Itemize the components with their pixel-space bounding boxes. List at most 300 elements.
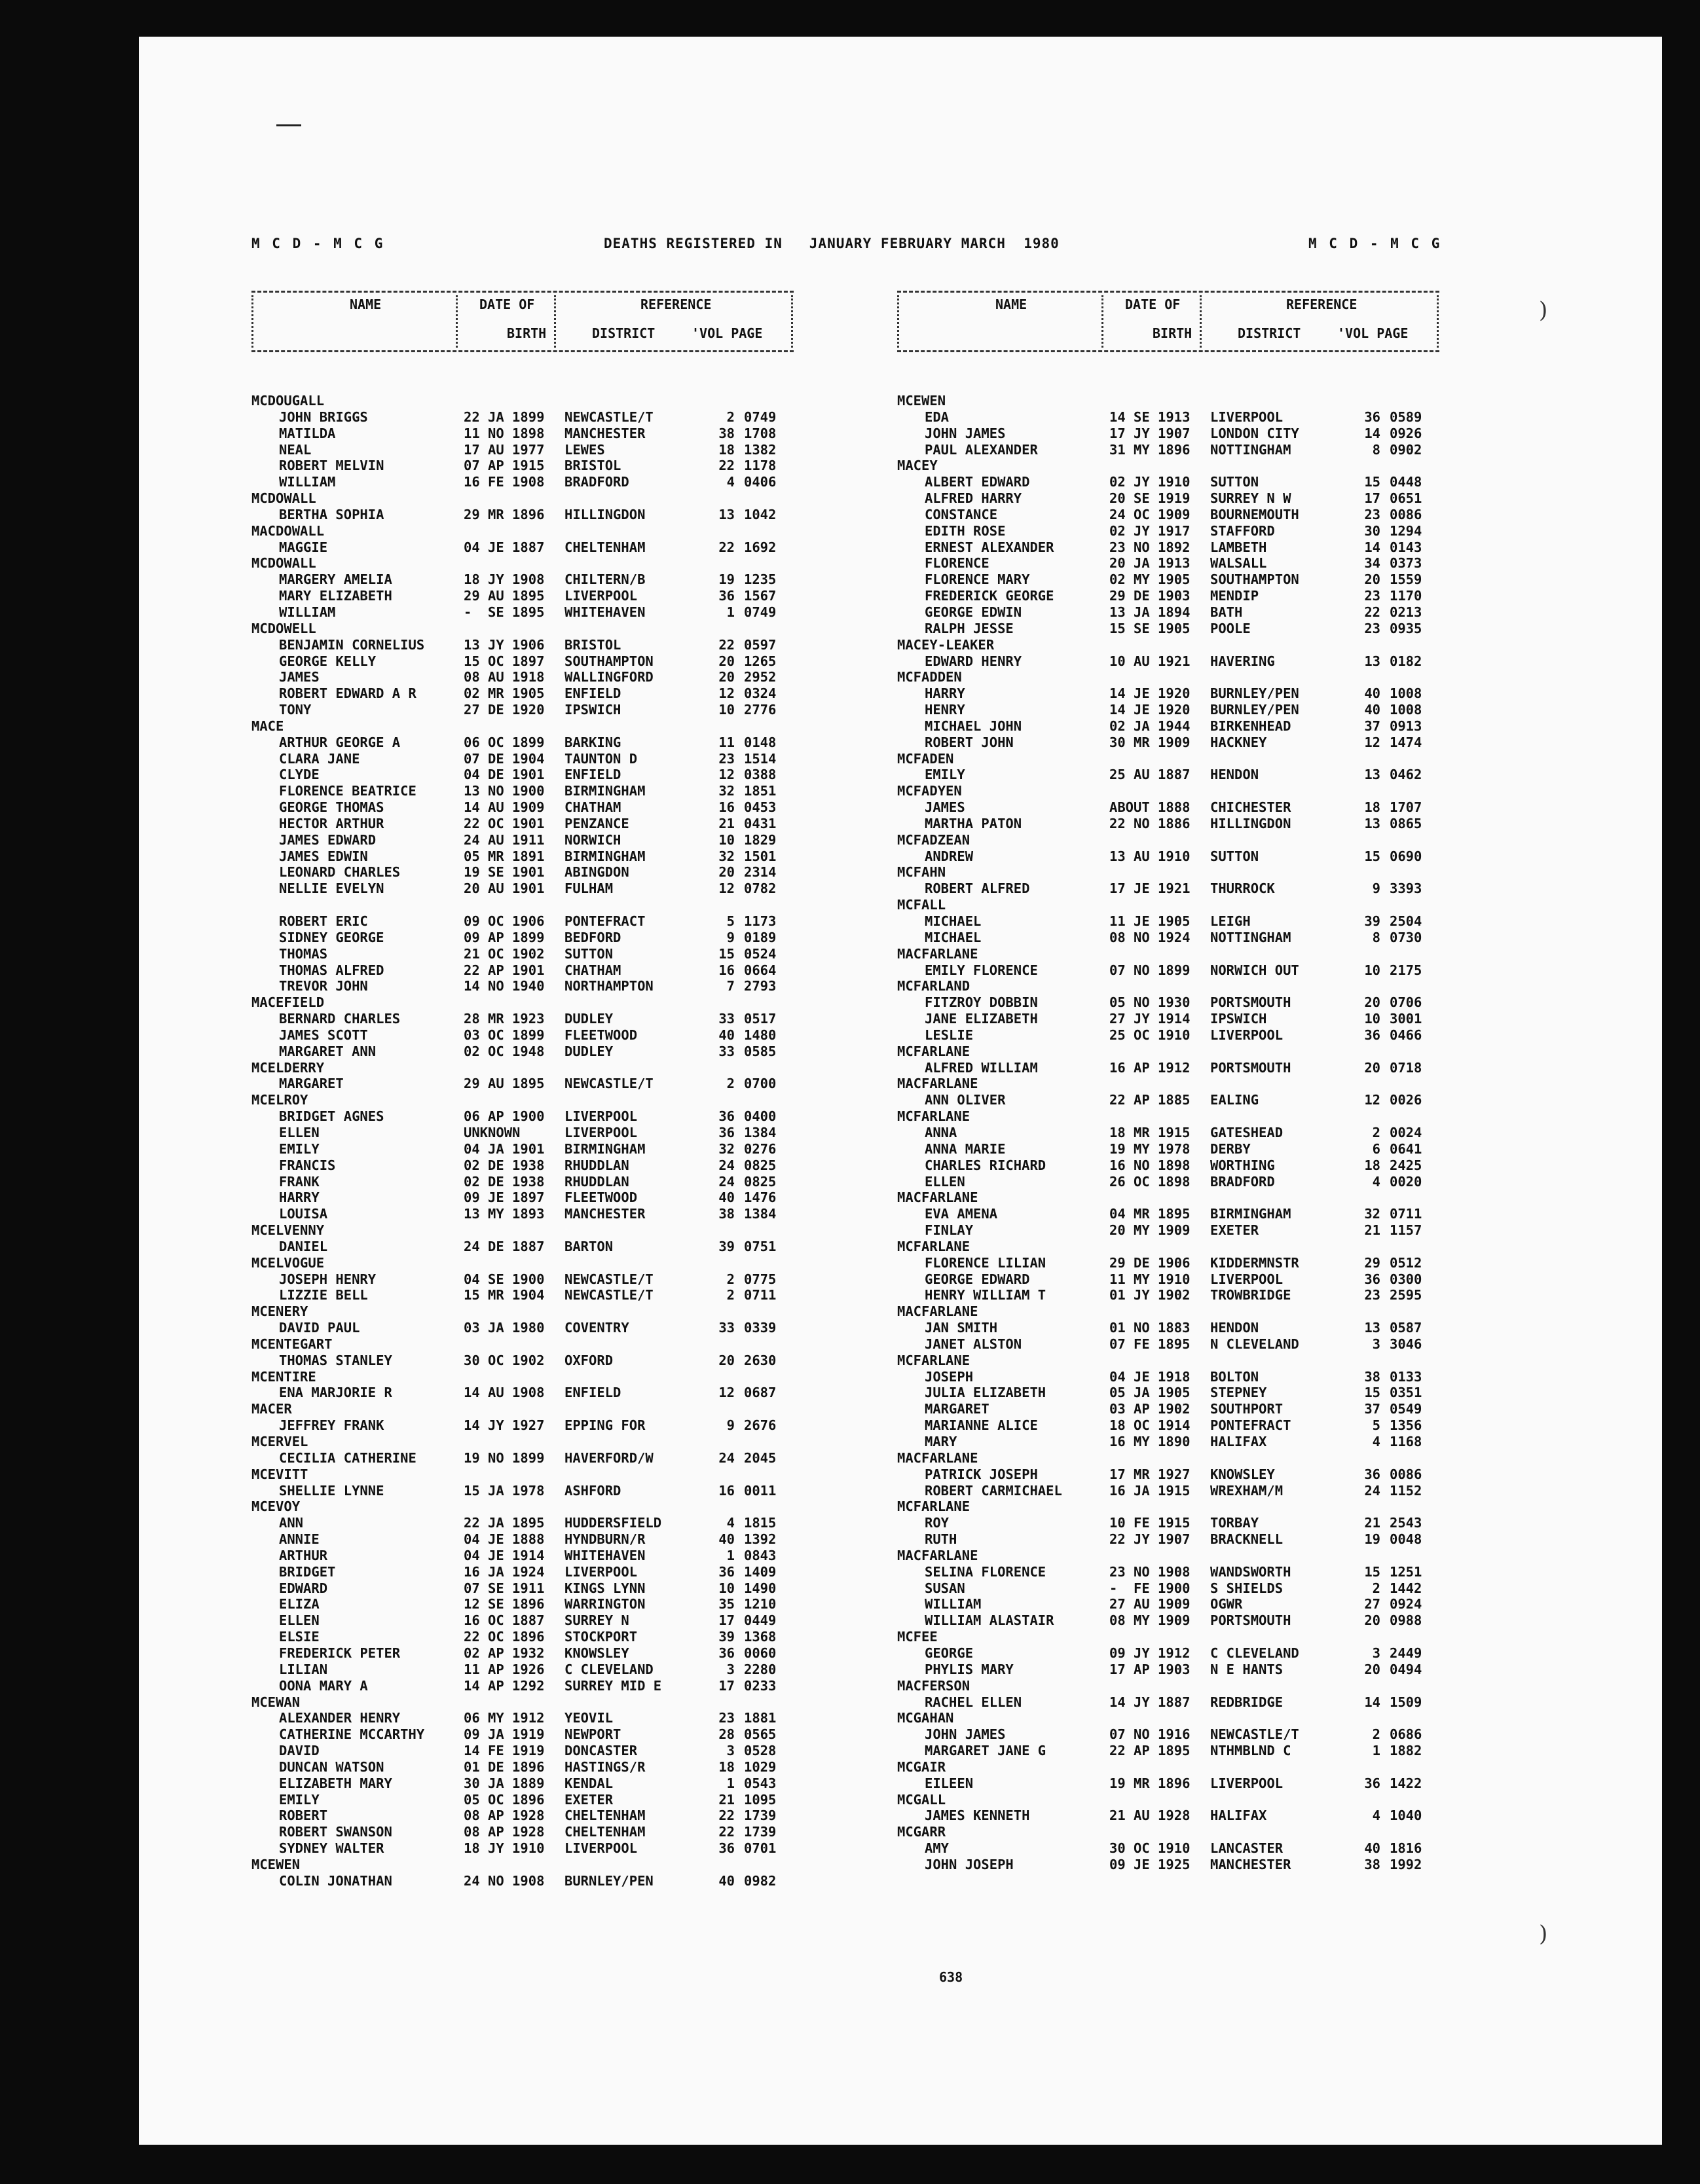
forenames: CONSTANCE: [925, 506, 998, 522]
date-of-birth: 20 AU 1901: [464, 881, 545, 897]
entry-row: [897, 1417, 1439, 1434]
entry-row: [897, 1369, 1439, 1385]
page-ref: 0825: [744, 1173, 777, 1190]
entry-row: [251, 1596, 794, 1612]
page-ref: 0517: [744, 1011, 777, 1027]
volume: 12: [718, 1385, 735, 1401]
date-of-birth: 17 JY 1907: [1109, 425, 1191, 441]
col-birth-label: BIRTH: [507, 325, 547, 341]
page-ref: 0924: [1390, 1596, 1422, 1612]
volume: 10: [1364, 962, 1380, 978]
page-ref: 1294: [1390, 522, 1422, 539]
volume: 33: [718, 1320, 735, 1336]
forenames: GEORGE KELLY: [279, 653, 377, 669]
entry-row: [251, 409, 794, 426]
forenames: FITZROY DOBBIN: [925, 994, 1038, 1011]
date-of-birth: 04 SE 1900: [464, 1271, 545, 1287]
forenames: EMILY: [279, 1791, 320, 1808]
forenames: JAMES: [279, 669, 320, 685]
page-ref: 0926: [1390, 425, 1422, 441]
surname-heading: [251, 621, 794, 637]
district: HUDDERSFIELD: [564, 1515, 662, 1531]
forenames: EMILY: [925, 767, 965, 783]
surname: MCGAHAN: [897, 1710, 954, 1726]
volume: 4: [1372, 1808, 1380, 1824]
district: LEWES: [564, 441, 605, 458]
page-ref: 3001: [1390, 1011, 1422, 1027]
forenames: MARGARET: [279, 1076, 344, 1092]
date-of-birth: 08 NO 1924: [1109, 929, 1191, 945]
entry-row: [897, 1157, 1439, 1174]
entry-row: [897, 1694, 1439, 1711]
volume: 15: [1364, 848, 1380, 864]
forenames: LOUISA: [279, 1206, 328, 1222]
page-ref: 0751: [744, 1238, 777, 1254]
date-of-birth: 11 JE 1905: [1109, 913, 1191, 929]
volume: 20: [718, 653, 735, 669]
page-ref: 2280: [744, 1661, 777, 1677]
district: LIVERPOOL: [564, 1840, 638, 1857]
volume: 14: [1364, 539, 1380, 555]
date-of-birth: 04 JE 1918: [1109, 1368, 1191, 1385]
forenames: ROBERT ERIC: [279, 913, 368, 929]
forenames: JAMES EDWIN: [279, 848, 368, 864]
volume: 3: [726, 1743, 735, 1759]
forenames: JOSEPH HENRY: [279, 1271, 377, 1287]
volume: 38: [1364, 1856, 1380, 1872]
page-ref: 2449: [1390, 1645, 1422, 1661]
district: SUTTON: [1210, 474, 1259, 490]
entry-row: [897, 1662, 1439, 1678]
page-ref: 2952: [744, 669, 777, 685]
forenames: EVA AMENA: [925, 1206, 998, 1222]
date-of-birth: 02 AP 1932: [464, 1645, 545, 1661]
forenames: ALFRED HARRY: [925, 490, 1022, 507]
forenames: RACHEL ELLEN: [925, 1694, 1022, 1710]
page-ref: 0182: [1390, 653, 1422, 669]
district: N CLEVELAND: [1210, 1336, 1299, 1352]
surname-heading: [251, 490, 794, 507]
forenames: LESLIE: [925, 1027, 974, 1043]
entry-row: [251, 1125, 794, 1141]
district: MENDIP: [1210, 588, 1259, 604]
forenames: ELIZABETH MARY: [279, 1775, 392, 1791]
surname-heading: [897, 1239, 1439, 1255]
page-ref: 1816: [1390, 1840, 1422, 1857]
entry-row: [897, 653, 1439, 670]
entry-row: [897, 1564, 1439, 1580]
page-ref: 0589: [1390, 409, 1422, 425]
page-number: 638: [939, 1969, 963, 1985]
surname-heading: [897, 458, 1439, 474]
entry-row: [897, 881, 1439, 897]
forenames: ANNIE: [279, 1531, 320, 1548]
district: BURNLEY/PEN: [1210, 702, 1299, 718]
date-of-birth: 21 AU 1928: [1109, 1808, 1191, 1824]
district: LONDON CITY: [1210, 425, 1299, 441]
surname-heading: [251, 718, 794, 735]
district: IPSWICH: [1210, 1011, 1267, 1027]
district: NORWICH OUT: [1210, 962, 1299, 978]
page-ref: 0782: [744, 881, 777, 897]
page-ref: 1422: [1390, 1775, 1422, 1791]
surname-heading: [897, 1190, 1439, 1206]
volume: 36: [718, 1563, 735, 1580]
district: BRACKNELL: [1210, 1531, 1284, 1548]
volume: 36: [1364, 1466, 1380, 1482]
forenames: LIZZIE BELL: [279, 1287, 368, 1303]
volume: 37: [1364, 718, 1380, 734]
page-ref: 1815: [744, 1515, 777, 1531]
volume: 22: [1364, 604, 1380, 620]
date-of-birth: 14 JE 1920: [1109, 702, 1191, 718]
forenames: GEORGE THOMAS: [279, 799, 384, 816]
entry-row: [251, 1580, 794, 1597]
volume: 20: [1364, 1612, 1380, 1629]
forenames: JAMES: [925, 799, 965, 816]
entry-row: [897, 848, 1439, 865]
entry-row: [251, 1759, 794, 1775]
date-of-birth: 01 JY 1902: [1109, 1287, 1191, 1303]
page-ref: 1042: [744, 506, 777, 522]
forenames: ANNA MARIE: [925, 1140, 1006, 1157]
col-district-label: DISTRICT: [592, 325, 656, 341]
date-of-birth: 02 MY 1905: [1109, 572, 1191, 588]
district: NTHMBLND C: [1210, 1743, 1291, 1759]
volume: 18: [1364, 1157, 1380, 1173]
page-ref: 0462: [1390, 767, 1422, 783]
date-of-birth: 27 DE 1920: [464, 702, 545, 718]
volume: 36: [1364, 1775, 1380, 1791]
page-ref: 0011: [744, 1482, 777, 1499]
forenames: EDWARD: [279, 1580, 328, 1596]
forenames: FRANCIS: [279, 1157, 336, 1173]
forenames: HARRY: [925, 685, 965, 702]
district: NEWCASTLE/T: [564, 1271, 654, 1287]
right-entries-list: [897, 393, 1439, 1873]
district: NEWCASTLE/T: [564, 1287, 654, 1303]
date-of-birth: 14 JY 1887: [1109, 1694, 1191, 1710]
entry-row: [251, 637, 794, 653]
entry-row: [251, 1629, 794, 1645]
forenames: JAMES SCOTT: [279, 1027, 368, 1043]
page-ref: 1008: [1390, 702, 1422, 718]
surname: MCFADZEAN: [897, 831, 970, 848]
forenames: ELIZA: [279, 1596, 320, 1612]
surname: MCEVITT: [251, 1466, 308, 1482]
forenames: GEORGE EDWIN: [925, 604, 1022, 620]
col-reference-label: REFERENCE: [640, 297, 712, 312]
volume: 14: [1364, 1694, 1380, 1710]
page-ref: 1514: [744, 750, 777, 767]
surname: MCFARLANE: [897, 1352, 970, 1368]
surname: MACEFIELD: [251, 994, 325, 1011]
surname-heading: [897, 1548, 1439, 1564]
surname: MCEWEN: [897, 393, 946, 409]
surname-heading: [897, 1629, 1439, 1645]
district: BOURNEMOUTH: [1210, 506, 1299, 522]
forenames: ALFRED WILLIAM: [925, 1059, 1038, 1076]
district: SOUTHAMPTON: [564, 653, 654, 669]
entry-row: [251, 539, 794, 556]
forenames: NEAL: [279, 441, 312, 458]
entry-row: [897, 1125, 1439, 1141]
forenames: TONY: [279, 702, 312, 718]
entry-row: [897, 1011, 1439, 1027]
entry-row: [251, 1108, 794, 1125]
entry-row: [251, 1840, 794, 1857]
date-of-birth: 02 DE 1938: [464, 1157, 545, 1173]
volume: 8: [1372, 441, 1380, 458]
col-birth-label: BIRTH: [1153, 325, 1192, 341]
page-ref: 0373: [1390, 555, 1422, 572]
volume: 38: [1364, 1368, 1380, 1385]
district: LIVERPOOL: [1210, 1271, 1284, 1287]
date-of-birth: 07 SE 1911: [464, 1580, 545, 1596]
entry-row: [897, 1141, 1439, 1157]
page-ref: 0549: [1390, 1401, 1422, 1417]
entry-row: [251, 1645, 794, 1662]
volume: 36: [718, 1645, 735, 1661]
date-of-birth: 05 JA 1905: [1109, 1385, 1191, 1401]
entry-row: [251, 1174, 794, 1190]
surname-heading: [251, 1092, 794, 1108]
page-ref: 0982: [744, 1872, 777, 1889]
district: PENZANCE: [564, 815, 629, 831]
volume: 3: [1372, 1645, 1380, 1661]
district: HALIFAX: [1210, 1434, 1267, 1449]
header-right-range: M C D - M C G: [1308, 236, 1442, 251]
page-ref: 1384: [744, 1206, 777, 1222]
forenames: EDITH ROSE: [925, 522, 1006, 539]
page-ref: 0543: [744, 1775, 777, 1791]
volume: 3: [726, 1661, 735, 1677]
entry-row: [251, 1792, 794, 1808]
date-of-birth: 10 FE 1915: [1109, 1515, 1191, 1531]
forenames: FREDERICK GEORGE: [925, 588, 1054, 604]
date-of-birth: - FE 1900: [1109, 1580, 1191, 1596]
surname-heading: [251, 393, 794, 409]
volume: 13: [1364, 815, 1380, 831]
entry-row: [897, 1206, 1439, 1222]
date-of-birth: 13 JA 1894: [1109, 604, 1191, 620]
volume: 12: [1364, 1092, 1380, 1108]
volume: 24: [718, 1449, 735, 1466]
date-of-birth: 02 DE 1938: [464, 1173, 545, 1190]
volume: 17: [718, 1612, 735, 1629]
surname: MACFARLANE: [897, 1076, 978, 1092]
volume: 4: [1372, 1173, 1380, 1190]
entry-row: [897, 555, 1439, 572]
district: LIVERPOOL: [1210, 1027, 1284, 1043]
entry-row: [251, 1873, 794, 1889]
district: LEIGH: [1210, 913, 1251, 929]
page-ref: 0749: [744, 604, 777, 620]
surname-heading: [897, 1710, 1439, 1726]
surname: MCELDERRY: [251, 1059, 325, 1076]
forenames: JAMES EDWARD: [279, 831, 377, 848]
volume: 35: [718, 1596, 735, 1612]
volume: 22: [718, 458, 735, 474]
date-of-birth: 06 MY 1912: [464, 1710, 545, 1726]
date-of-birth: 13 AU 1910: [1109, 848, 1191, 864]
district: LAMBETH: [1210, 539, 1267, 555]
forenames: COLIN JONATHAN: [279, 1872, 392, 1889]
district: STOCKPORT: [564, 1629, 638, 1645]
entry-row: [897, 994, 1439, 1011]
volume: 36: [718, 1124, 735, 1140]
page-ref: 2504: [1390, 913, 1422, 929]
district: BATH: [1210, 604, 1243, 620]
page-ref: 1210: [744, 1596, 777, 1612]
date-of-birth: 17 MR 1927: [1109, 1466, 1191, 1482]
district: ENFIELD: [564, 1385, 621, 1401]
surname-heading: [897, 946, 1439, 962]
entry-row: [251, 1483, 794, 1499]
entry-row: [897, 1483, 1439, 1499]
district: TAUNTON D: [564, 750, 638, 767]
forenames: SELINA FLORENCE: [925, 1563, 1046, 1580]
forenames: JANE ELIZABETH: [925, 1011, 1038, 1027]
spacer-row: [251, 897, 794, 913]
date-of-birth: 04 JE 1888: [464, 1531, 545, 1548]
left-entries-list: [251, 393, 794, 1889]
date-of-birth: 24 AU 1911: [464, 831, 545, 848]
district: OXFORD: [564, 1352, 614, 1368]
district: WANDSWORTH: [1210, 1563, 1291, 1580]
page-ref: 1173: [744, 913, 777, 929]
entry-row: [251, 1239, 794, 1255]
surname: MCFAHN: [897, 864, 946, 881]
district: HACKNEY: [1210, 734, 1267, 750]
surname-heading: [897, 832, 1439, 848]
surname: MACFARLANE: [897, 1303, 978, 1320]
entry-row: [251, 1141, 794, 1157]
forenames: ROBERT CARMICHAEL: [925, 1482, 1062, 1499]
page-ref: 0701: [744, 1840, 777, 1857]
date-of-birth: 11 NO 1898: [464, 425, 545, 441]
volume: 18: [718, 1758, 735, 1775]
page-ref: 1029: [744, 1758, 777, 1775]
volume: 9: [726, 1417, 735, 1434]
date-of-birth: 16 JA 1915: [1109, 1482, 1191, 1499]
surname-heading: [897, 978, 1439, 994]
page-ref: 0988: [1390, 1612, 1422, 1629]
district: BIRMINGHAM: [564, 1140, 646, 1157]
entry-row: [251, 653, 794, 670]
district: BURNLEY/PEN: [1210, 685, 1299, 702]
entry-row: [251, 848, 794, 865]
forenames: NELLIE EVELYN: [279, 881, 384, 897]
district: ABINGDON: [564, 864, 629, 881]
date-of-birth: 05 MR 1891: [464, 848, 545, 864]
entry-row: [897, 767, 1439, 783]
surname: MCDOUGALL: [251, 393, 325, 409]
surname-heading: [897, 669, 1439, 685]
page-ref: 1008: [1390, 685, 1422, 702]
volume: 27: [1364, 1596, 1380, 1612]
forenames: MATILDA: [279, 425, 336, 441]
date-of-birth: 16 NO 1898: [1109, 1157, 1191, 1173]
district: BOLTON: [1210, 1368, 1259, 1385]
forenames: BENJAMIN CORNELIUS: [279, 636, 425, 653]
page-ref: 0700: [744, 1076, 777, 1092]
page-ref: 1157: [1390, 1222, 1422, 1239]
edge-bracket: ): [1539, 297, 1548, 323]
col-volpage-label: 'VOL PAGE: [1337, 325, 1409, 341]
date-of-birth: 17 JE 1921: [1109, 881, 1191, 897]
entry-row: [251, 458, 794, 474]
date-of-birth: 29 DE 1906: [1109, 1254, 1191, 1271]
surname-heading: [251, 1060, 794, 1076]
forenames: JOHN JAMES: [925, 425, 1006, 441]
page-ref: 1476: [744, 1190, 777, 1206]
entry-row: [251, 1076, 794, 1092]
entry-row: [251, 832, 794, 848]
district: RHUDDLAN: [564, 1157, 629, 1173]
entry-row: [251, 1353, 794, 1369]
volume: 36: [1364, 409, 1380, 425]
volume: 19: [718, 572, 735, 588]
entry-row: [897, 1840, 1439, 1857]
forenames: ELLEN: [279, 1612, 320, 1629]
date-of-birth: 01 DE 1896: [464, 1758, 545, 1775]
forenames: JULIA ELIZABETH: [925, 1385, 1046, 1401]
date-of-birth: 18 OC 1914: [1109, 1417, 1191, 1434]
date-of-birth: 29 MR 1896: [464, 506, 545, 522]
date-of-birth: 16 FE 1908: [464, 474, 545, 490]
entry-row: [251, 1190, 794, 1206]
page-ref: 1168: [1390, 1434, 1422, 1449]
entry-row: [251, 930, 794, 946]
volume: 20: [1364, 994, 1380, 1011]
surname-heading: [897, 393, 1439, 409]
district: NOTTINGHAM: [1210, 929, 1291, 945]
district: PORTSMOUTH: [1210, 994, 1291, 1011]
entry-row: [897, 409, 1439, 426]
entry-row: [251, 604, 794, 621]
volume: 16: [718, 962, 735, 978]
volume: 33: [718, 1011, 735, 1027]
forenames: EDWARD HENRY: [925, 653, 1022, 669]
district: CHELTENHAM: [564, 539, 646, 555]
district: GATESHEAD: [1210, 1124, 1284, 1140]
date-of-birth: 30 OC 1910: [1109, 1840, 1191, 1857]
surname: MCFALL: [897, 897, 946, 913]
date-of-birth: 08 AP 1928: [464, 1808, 545, 1824]
date-of-birth: 24 DE 1887: [464, 1238, 545, 1254]
surname: MCERVEL: [251, 1434, 308, 1449]
forenames: MARGARET JANE G: [925, 1743, 1046, 1759]
forenames: FLORENCE MARY: [925, 572, 1030, 588]
page-ref: 1251: [1390, 1563, 1422, 1580]
surname-heading: [251, 1857, 794, 1873]
col-name-label: NAME: [350, 297, 382, 312]
entry-row: [251, 816, 794, 832]
district: SOUTHAMPTON: [1210, 572, 1299, 588]
entry-row: [897, 1320, 1439, 1336]
volume: 24: [1364, 1482, 1380, 1499]
page-ref: 0528: [744, 1743, 777, 1759]
left-column: [251, 291, 794, 1889]
date-of-birth: 24 NO 1908: [464, 1872, 545, 1889]
forenames: RUTH: [925, 1531, 957, 1548]
district: C CLEVELAND: [1210, 1645, 1299, 1661]
district: RHUDDLAN: [564, 1173, 629, 1190]
surname-heading: [897, 864, 1439, 881]
date-of-birth: 15 JA 1978: [464, 1482, 545, 1499]
district: LIVERPOOL: [564, 1108, 638, 1125]
